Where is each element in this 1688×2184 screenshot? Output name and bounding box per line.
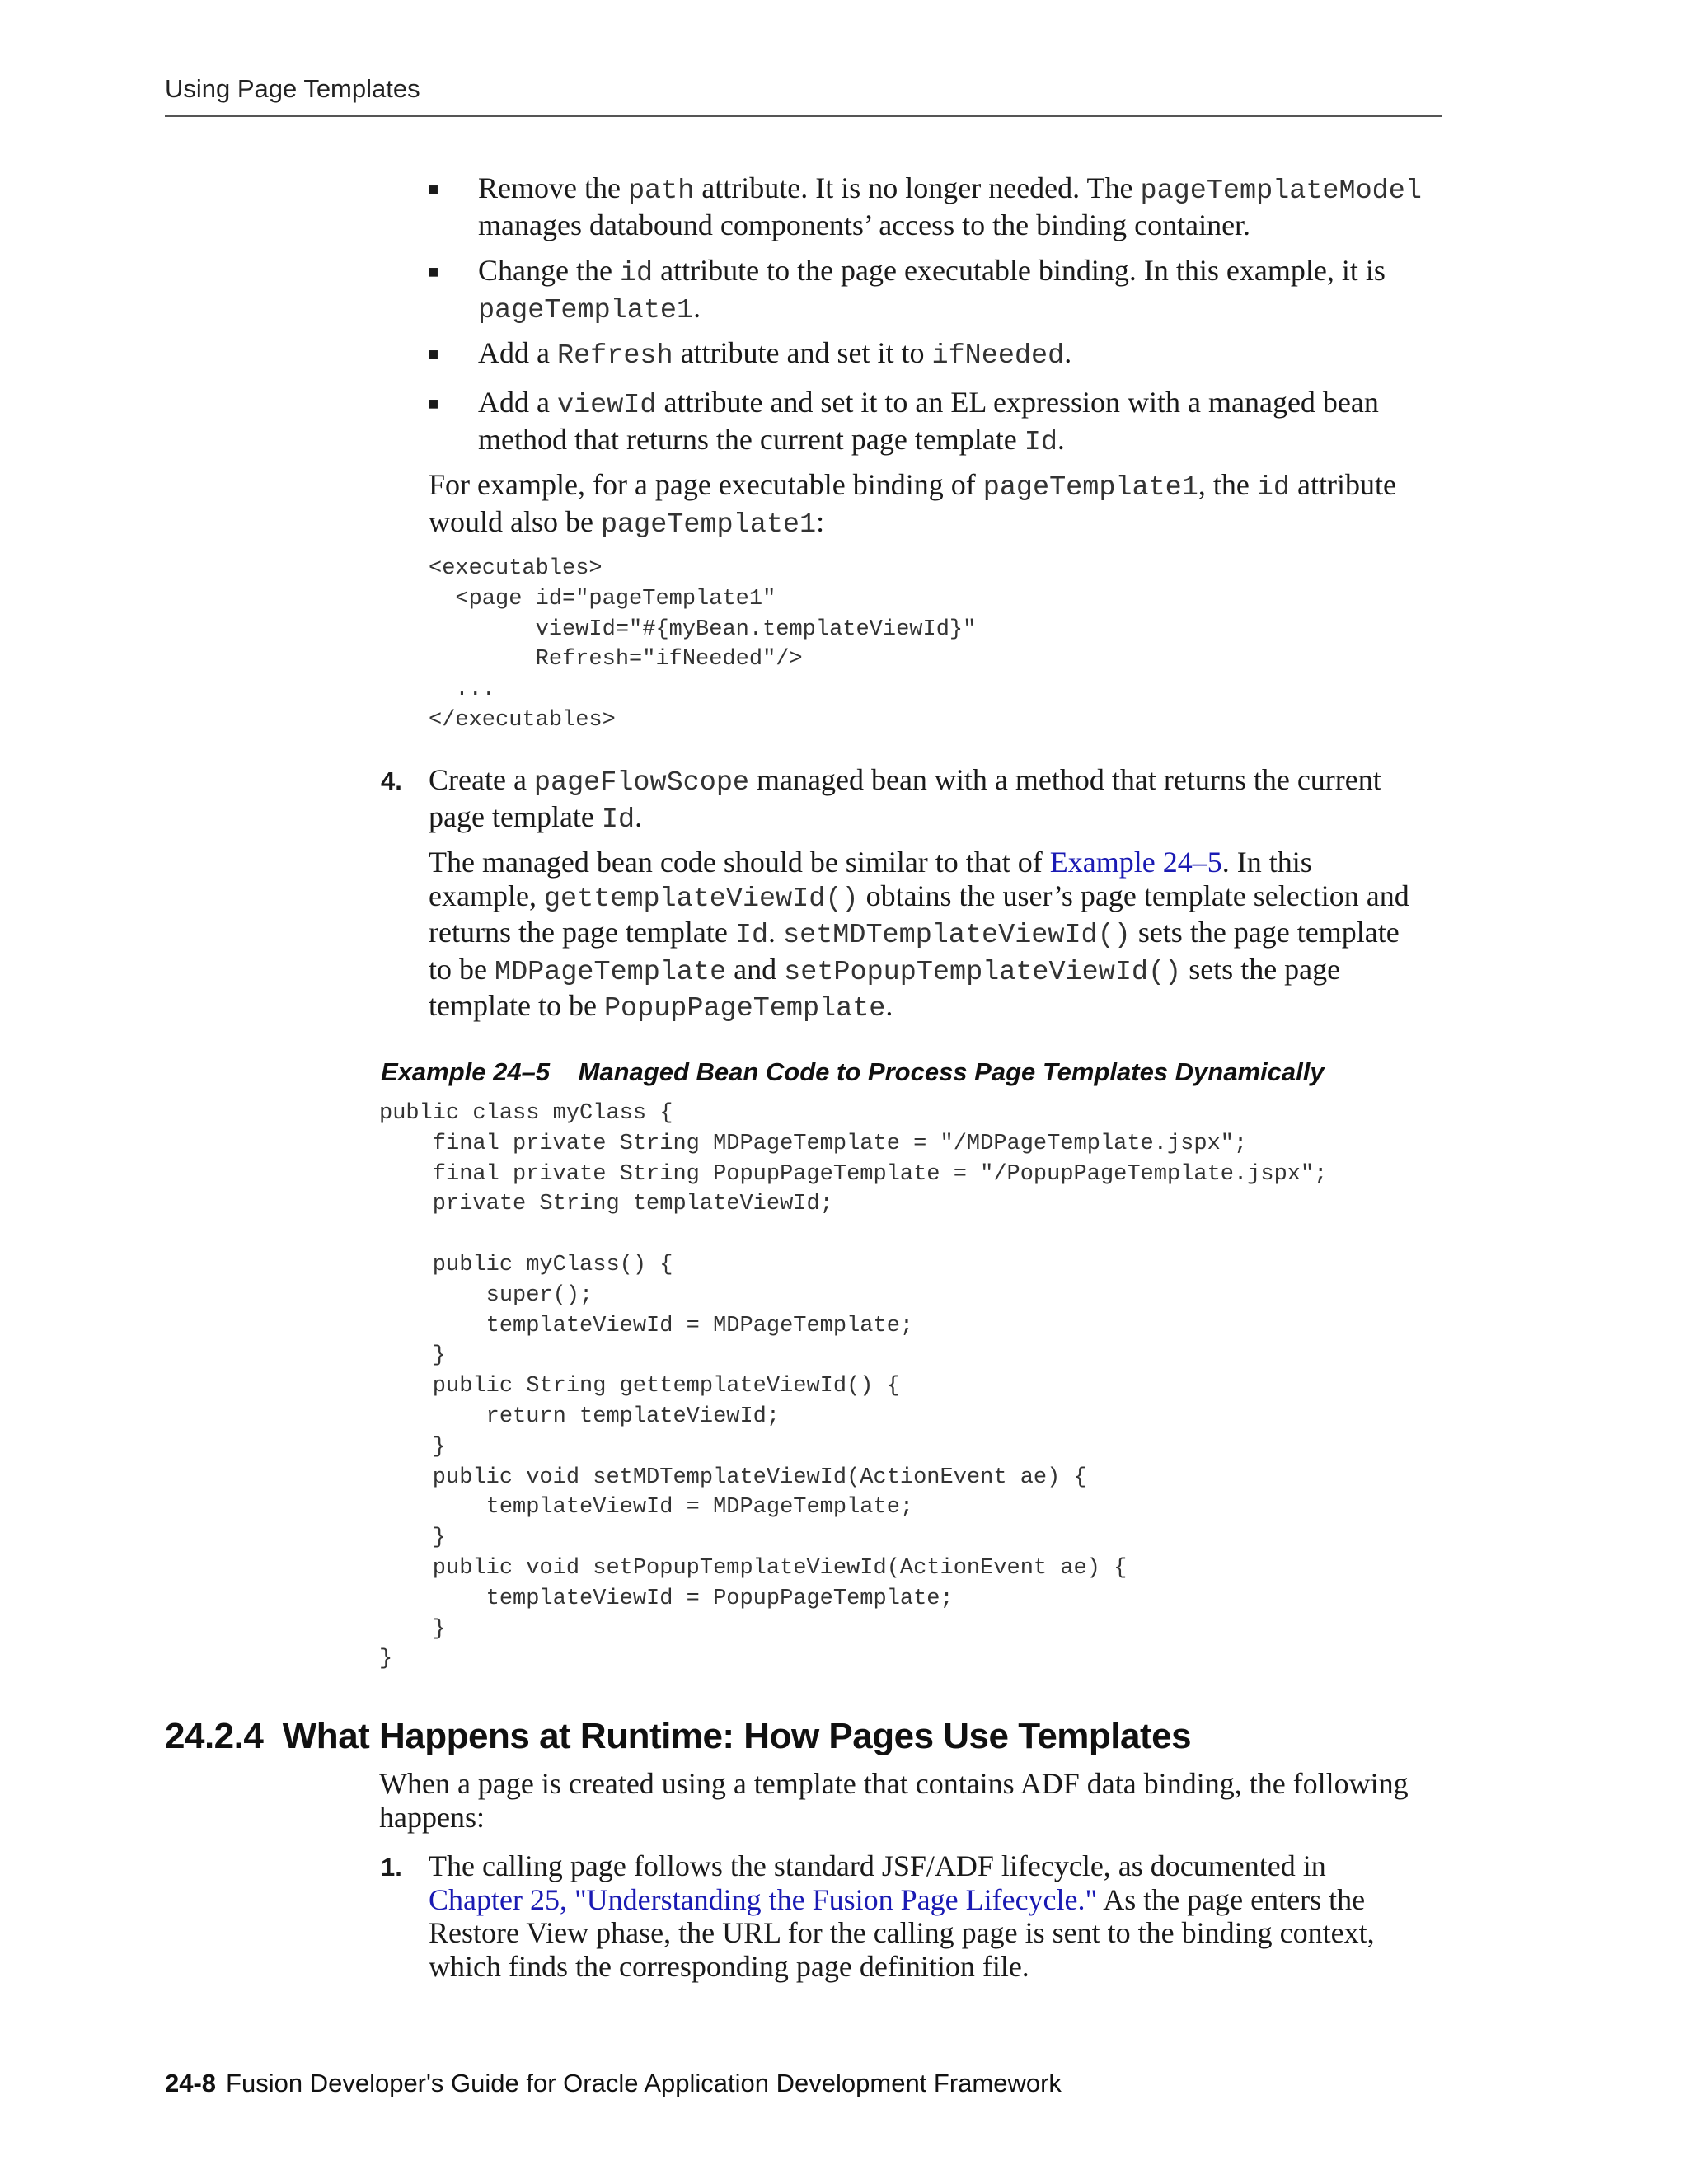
bullet-marker: ■ — [428, 344, 439, 364]
bullet-add-viewid: Add a viewId attribute and set it to an EL expression with a managed bean method that returns the current page template Id. — [478, 386, 1379, 458]
book-title: Fusion Developer's Guide for Oracle Application Development Framework — [226, 2069, 1062, 2097]
step4-detail-paragraph: The managed bean code should be similar to that of Example 24–5. In this example, gettemplateViewId() obtains the user’s page template selection and returns the page template Id. setMDTemplateViewId() sets the page template to be MDPageTemplate and setPopupTemplateViewId() sets the page template to be PopupPageTemplate. — [429, 846, 1409, 1024]
bullet-remove-path: Remove the path attribute. It is no longer needed. The pageTemplateModel manages databound components’ access to the binding container. — [478, 171, 1422, 241]
page-footer — [165, 2069, 1062, 2098]
step-number: 4. — [381, 766, 402, 795]
bullet-marker: ■ — [428, 393, 439, 414]
running-header: Using Page Templates — [165, 74, 420, 103]
section-intro: When a page is created using a template that contains ADF data binding, the following happens: — [379, 1767, 1409, 1834]
page-number: 24-8 — [165, 2069, 217, 2097]
bullet-change-id: Change the id attribute to the page executable binding. In this example, it is pageTemplate1. — [478, 254, 1386, 326]
step-number: 1. — [381, 1853, 402, 1882]
example-paragraph: For example, for a page executable binding of pageTemplate1, the id attribute would also be pageTemplate1: — [429, 468, 1396, 541]
bullet-marker: ■ — [428, 179, 439, 199]
executables-code-block: <executables> <page id="pageTemplate1" viewId="#{myBean.templateViewId}" Refresh="ifNeeded"/> ... </executables> — [429, 556, 977, 733]
step4-text: Create a pageFlowScope managed bean with a method that returns the current page template Id. — [429, 763, 1381, 836]
chapter-25-link[interactable]: Chapter 25, "Understanding the Fusion Page Lifecycle." — [429, 1882, 1098, 1916]
header-rule — [165, 115, 1442, 117]
section-heading: 24.2.4 What Happens at Runtime: How Pages Use Templates — [165, 1716, 1192, 1756]
example-24-5-link[interactable]: Example 24–5 — [1049, 846, 1222, 879]
bullet-marker: ■ — [428, 261, 439, 282]
example-caption: Example 24–5 Managed Bean Code to Process Page Templates Dynamically — [381, 1057, 1325, 1086]
bullet-add-refresh: Add a Refresh attribute and set it to ifNeeded. — [478, 336, 1072, 372]
section-step1-text: The calling page follows the standard JSF/ADF lifecycle, as documented in Chapter 25, "Understanding the Fusion Page Lifecycle." As the page enters the Restore View phase, the URL for the calling page is sent to the binding context, which finds the corresponding page definition file. — [429, 1849, 1375, 1983]
managed-bean-code-block: public class myClass { final private String MDPageTemplate = "/MDPageTemplate.jspx"; final private String PopupPageTemplate = "/PopupPageTemplate.jspx"; private String templateViewId; public myClass() { super(); templateViewId = MDPageTemplate; } public String gettemplateViewId() { return templateViewId; } public void setMDTemplateViewId(ActionEvent ae) { templateViewId = MDPageTemplate; } public void setPopupTemplateViewId(ActionEvent ae) { templateViewId = PopupPageTemplate; } } — [379, 1101, 1328, 1672]
